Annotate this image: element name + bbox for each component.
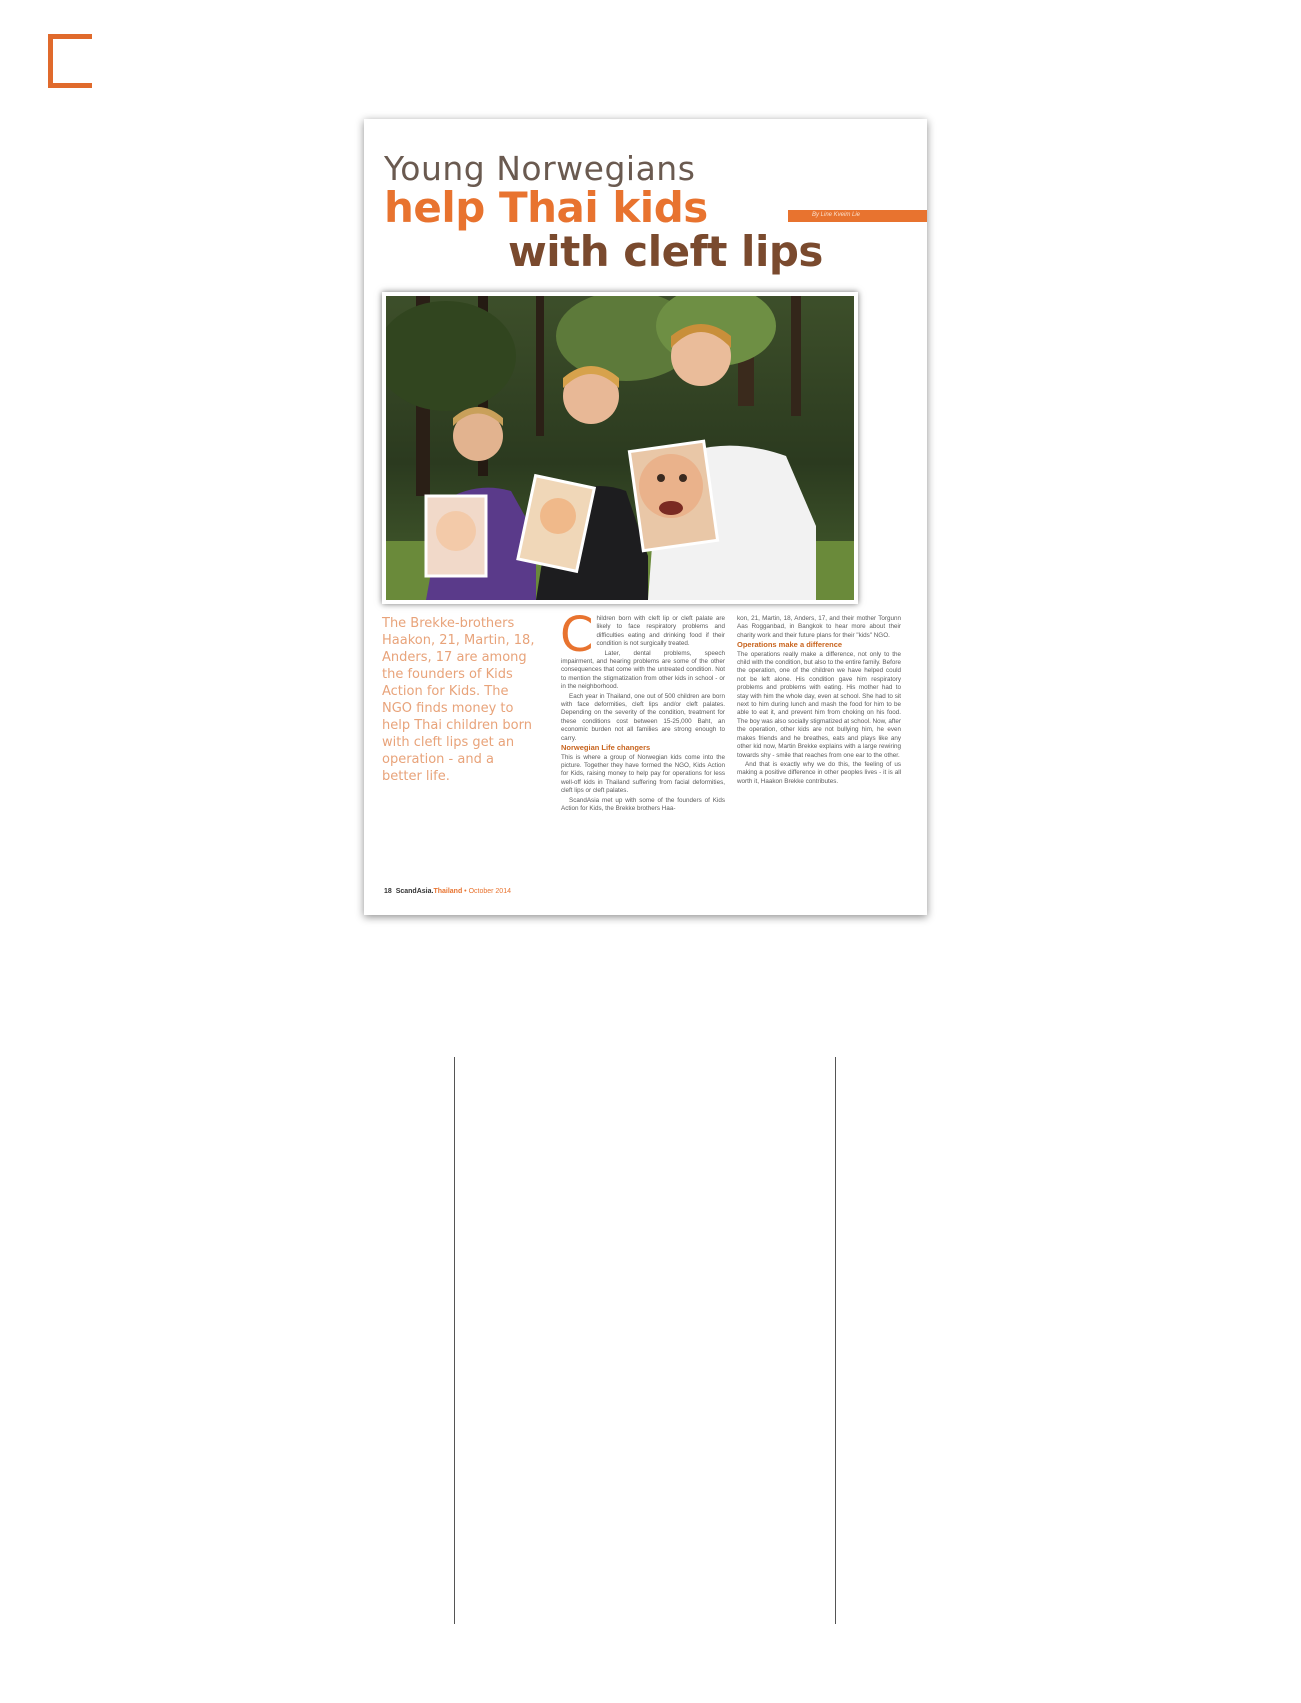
title-line-1: Young Norwegians [384,149,696,188]
bracket-logo-icon [48,34,92,88]
magazine-page [364,119,927,915]
issue-date: • October 2014 [464,888,511,895]
magazine-name: ScandAsia. [395,888,434,895]
paragraph: hildren born with cleft lip or cleft palate are likely to face respiratory problems and difficulties eating and drinking food if their condition is not surgically treated. [596,615,725,648]
paragraph: The operations really make a difference, not only to the child with the condition, but also to the entire family. Before the operation, one of the children we have helped could not be left alone. His condition gave him respiratory problems and problems with eating. His mother had to stay with him the whole day, even at school. She had to sit next to him during lunch and mash the food for him to be able to eat it, and prevent him from choking on his food. The boy was also socially stigmatized at school. Now, after the operation, other kids are not bullying him, he even makes friends and he breathes, eats and plays like any other kid now, Martin Brekke explains with a large rewiring towards shy - smile that reaches from one ear to the other. [737,650,901,759]
subheading: Norwegian Life changers [561,743,651,753]
subheading: Operations make a difference [737,640,843,650]
paragraph: Each year in Thailand, one out of 500 children are born with face deformities, cleft lips and/or cleft palates. Depending on the severity of the condition, treatment for these conditions cost between 15-25,000 Baht, an economic burden not all families are strong enough to carry. [561,692,725,742]
article-column-1 [560,607,725,814]
paragraph: kon, 21, Martin, 18, Anders, 17, and their mother Torgunn Aas Rogganbad, in Bangkok to hear more about their charity work and their future plans for their "kids" NGO. [737,615,901,639]
article-photo [382,292,858,604]
column-divider-right [835,1057,836,1624]
paragraph: Later, dental problems, speech impairment, and hearing problems are some of the other consequences that come with the untreated condition. Not to mention the stigmatization from other kids in school - or in the neighborhood. [561,649,725,691]
drop-cap: C [560,607,594,663]
article-column-2 [737,615,901,787]
title-line-2: help Thai kids [384,183,708,232]
byline: By Line Kveim Lie [812,212,861,218]
page-number: 18 [384,888,392,895]
title-line-3: with cleft lips [508,227,823,276]
paragraph: And that is exactly why we do this, the feeling of us making a positive difference in other peoples lives - it is all worth it, Haakon Brekke contributes. [737,760,901,785]
paragraph: ScandAsia met up with some of the founders of Kids Action for Kids, the Brekke brothers Haa- [561,796,725,812]
paragraph: This is where a group of Norwegian kids come into the picture. Together they have formed the NGO, Kids Action for Kids, raising money to help pay for operations for less well-off kids in Thailand suffering from facial deformities, cleft lips or cleft palates. [561,753,725,795]
column-divider-left [454,1057,455,1624]
magazine-edition: Thailand [433,888,463,895]
intro-text: The Brekke-brothers Haakon, 21, Martin, 18, Anders, 17 are among the founders of Kids Action for Kids. The NGO finds money to help Thai children born with cleft lips get an operation - and a better life. [382,616,535,784]
page-footer [384,888,511,895]
